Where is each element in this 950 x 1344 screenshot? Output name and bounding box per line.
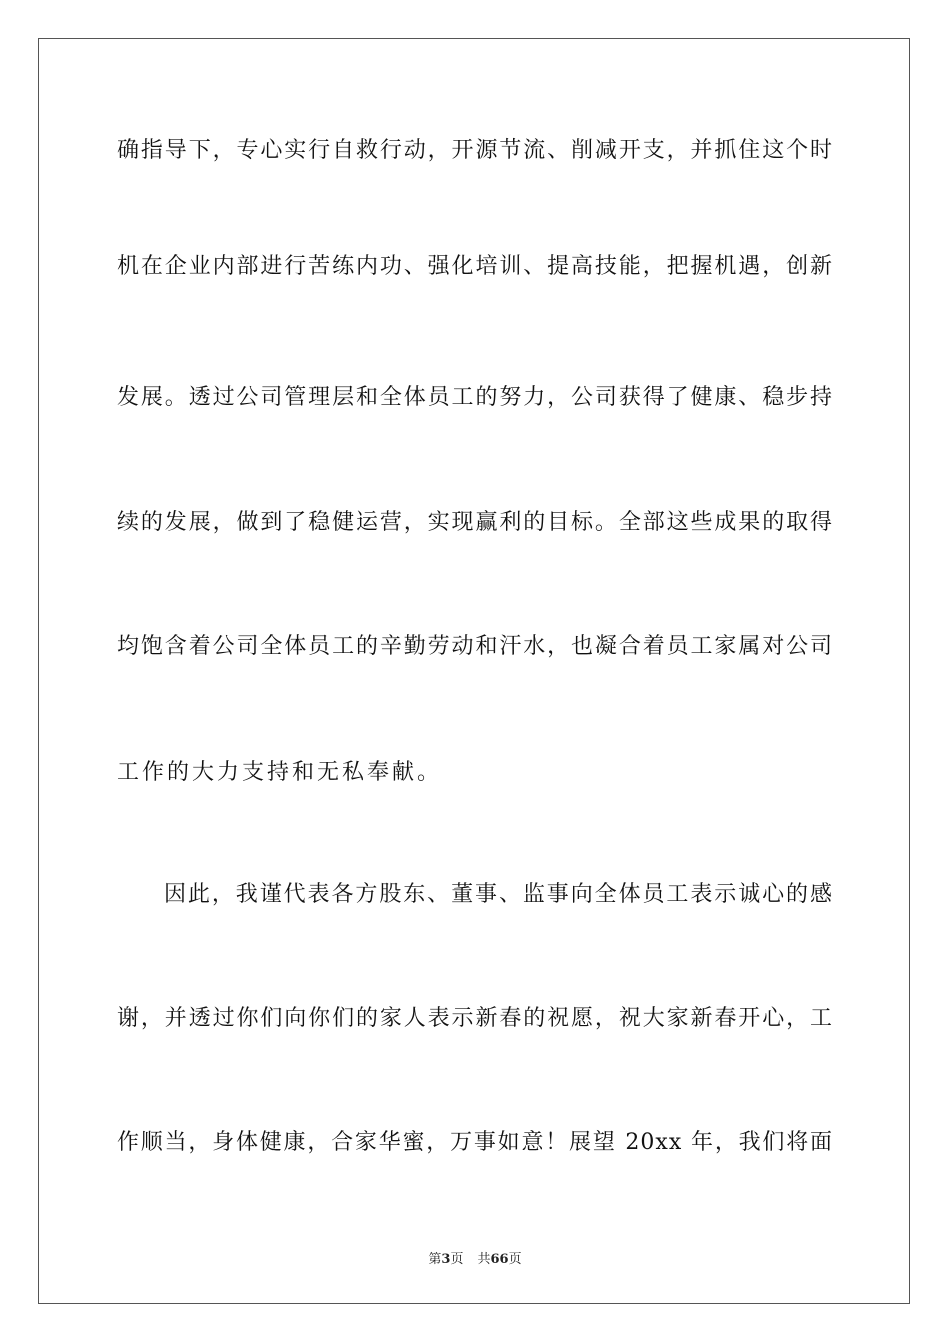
total-pages: 66: [490, 1252, 509, 1267]
page-suffix: 页: [450, 1252, 464, 1267]
text-line-4: 续的发展，做到了稳健运营，实现赢利的目标。全部这些成果的取得: [117, 510, 833, 535]
text-line-6: 工作的大力支持和无私奉献。: [117, 760, 443, 785]
total-suffix: 页: [508, 1252, 522, 1267]
text-line-1: 确指导下，专心实行自救行动，开源节流、削减开支，并抓住这个时: [117, 138, 833, 163]
total-prefix: 共: [477, 1252, 491, 1267]
text-line-2: 机在企业内部进行苦练内功、强化培训、提高技能，把握机遇，创新: [117, 254, 833, 279]
text-line-9: 作顺当，身体健康，合家华蜜，万事如意！展望 20xx 年，我们将面: [117, 1130, 833, 1155]
page-number: 3: [441, 1252, 451, 1267]
page-footer: [0, 1248, 950, 1267]
text-line-8: 谢，并透过你们向你们的家人表示新春的祝愿，祝大家新春开心，工: [117, 1006, 833, 1031]
text-line-7: 因此，我谨代表各方股东、董事、监事向全体员工表示诚心的感: [164, 882, 833, 907]
page-prefix: 第: [428, 1252, 442, 1267]
page-border: [38, 38, 910, 1304]
text-line-3: 发展。透过公司管理层和全体员工的努力，公司获得了健康、稳步持: [117, 385, 833, 410]
text-line-5: 均饱含着公司全体员工的辛勤劳动和汗水，也凝合着员工家属对公司: [117, 634, 833, 659]
